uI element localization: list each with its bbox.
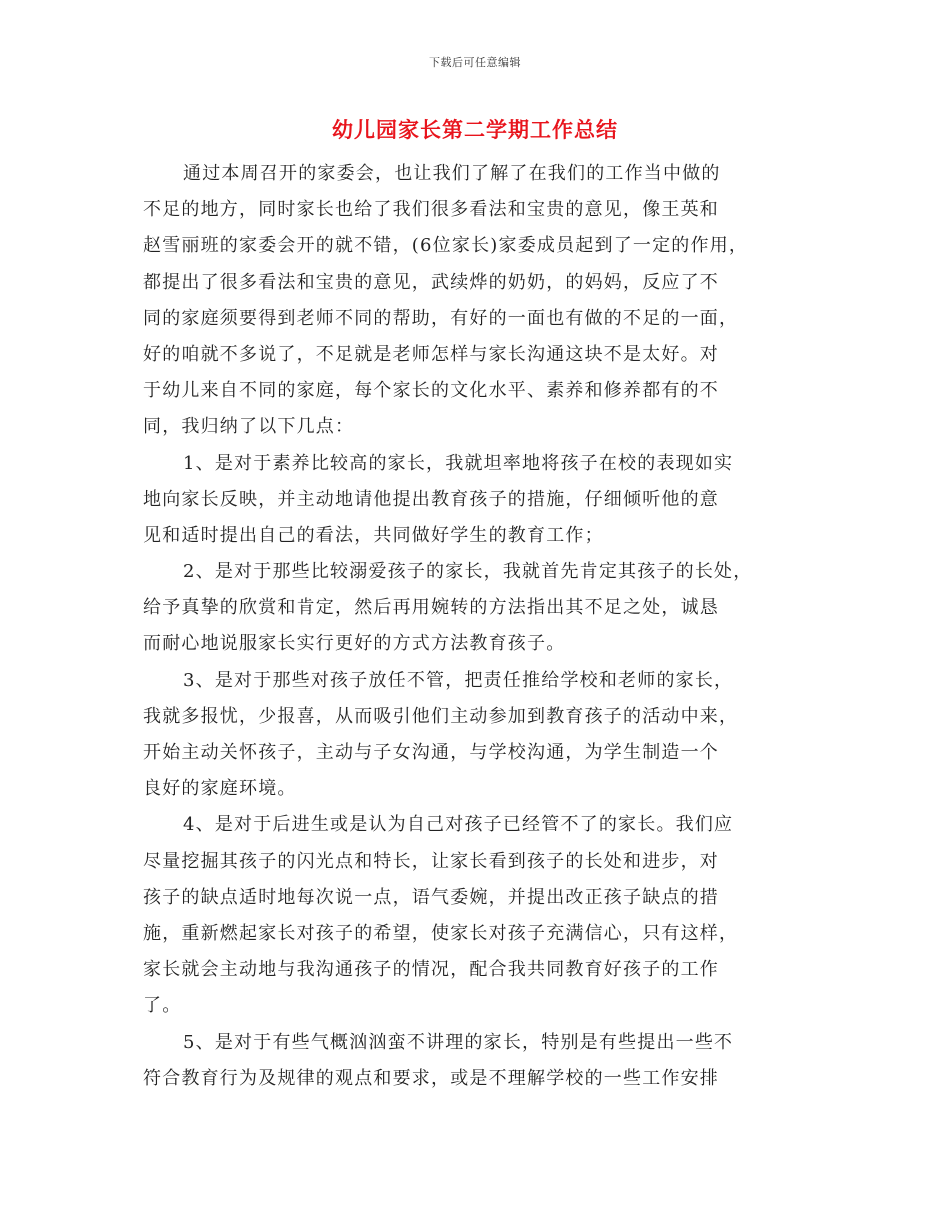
paragraph-line: 地向家长反映，并主动地请他提出教育孩子的措施，仔细倾听他的意 <box>143 488 719 510</box>
document-title: 幼儿园家长第二学期工作总结 <box>332 117 618 142</box>
paragraph-line: 良好的家庭环境。 <box>143 778 297 800</box>
paragraph-line: 见和适时提出自己的看法，共同做好学生的教育工作； <box>143 524 604 546</box>
paragraph-line: 孩子的缺点适时地每次说一点，语气委婉，并提出改正孩子缺点的措 <box>143 886 719 908</box>
paragraph-line: 2、是对于那些比较溺爱孩子的家长，我就首先肯定其孩子的长处， <box>183 561 753 583</box>
paragraph-line: 5、是对于有些气概汹汹蛮不讲理的家长，特别是有些提出一些不 <box>183 1031 734 1053</box>
paragraph-line: 不足的地方，同时家长也给了我们很多看法和宝贵的意见，像王英和 <box>143 199 719 221</box>
paragraph-line: 给予真挚的欣赏和肯定，然后再用婉转的方法指出其不足之处，诚恳 <box>143 597 719 619</box>
paragraph-line: 家长就会主动地与我沟通孩子的情况，配合我共同教育好孩子的工作 <box>143 959 719 981</box>
header-note: 下载后可任意编辑 <box>429 56 521 69</box>
paragraph-line: 赵雪丽班的家委会开的就不错，(6位家长)家委成员起到了一定的作用， <box>143 235 749 257</box>
paragraph-line: 我就多报忧，少报喜，从而吸引他们主动参加到教育孩子的活动中来， <box>143 705 739 727</box>
paragraph-line: 于幼儿来自不同的家庭，每个家长的文化水平、素养和修养都有的不 <box>143 380 719 402</box>
paragraph-line: 3、是对于那些对孩子放任不管，把责任推给学校和老师的家长， <box>183 669 734 691</box>
paragraph-line: 尽量挖掘其孩子的闪光点和特长，让家长看到孩子的长处和进步，对 <box>143 850 719 872</box>
paragraph-line: 好的咱就不多说了，不足就是老师怎样与家长沟通这块不是太好。对 <box>143 343 719 365</box>
document-body <box>143 156 823 1097</box>
paragraph-line: 而耐心地说服家长实行更好的方式方法教育孩子。 <box>143 633 566 655</box>
paragraph-line: 通过本周召开的家委会，也让我们了解了在我们的工作当中做的 <box>183 163 721 184</box>
paragraph-line: 开始主动关怀孩子，主动与子女沟通，与学校沟通，为学生制造一个 <box>143 742 719 763</box>
paragraph-line: 1、是对于素养比较高的家长，我就坦率地将孩子在校的表现如实 <box>183 452 734 474</box>
paragraph-line: 4、是对于后进生或是认为自己对孩子已经管不了的家长。我们应 <box>183 814 734 836</box>
paragraph-line: 同的家庭须要得到老师不同的帮助，有好的一面也有做的不足的一面， <box>143 307 739 329</box>
paragraph-line: 符合教育行为及规律的观点和要求，或是不理解学校的一些工作安排 <box>143 1067 719 1089</box>
paragraph-line: 同，我归纳了以下几点： <box>143 416 355 438</box>
paragraph-line: 了。 <box>143 995 182 1017</box>
paragraph-line: 都提出了很多看法和宝贵的意见，武续烨的奶奶，的妈妈，反应了不 <box>143 271 719 293</box>
paragraph-line: 施，重新燃起家长对孩子的希望，使家长对孩子充满信心，只有这样， <box>143 922 739 944</box>
